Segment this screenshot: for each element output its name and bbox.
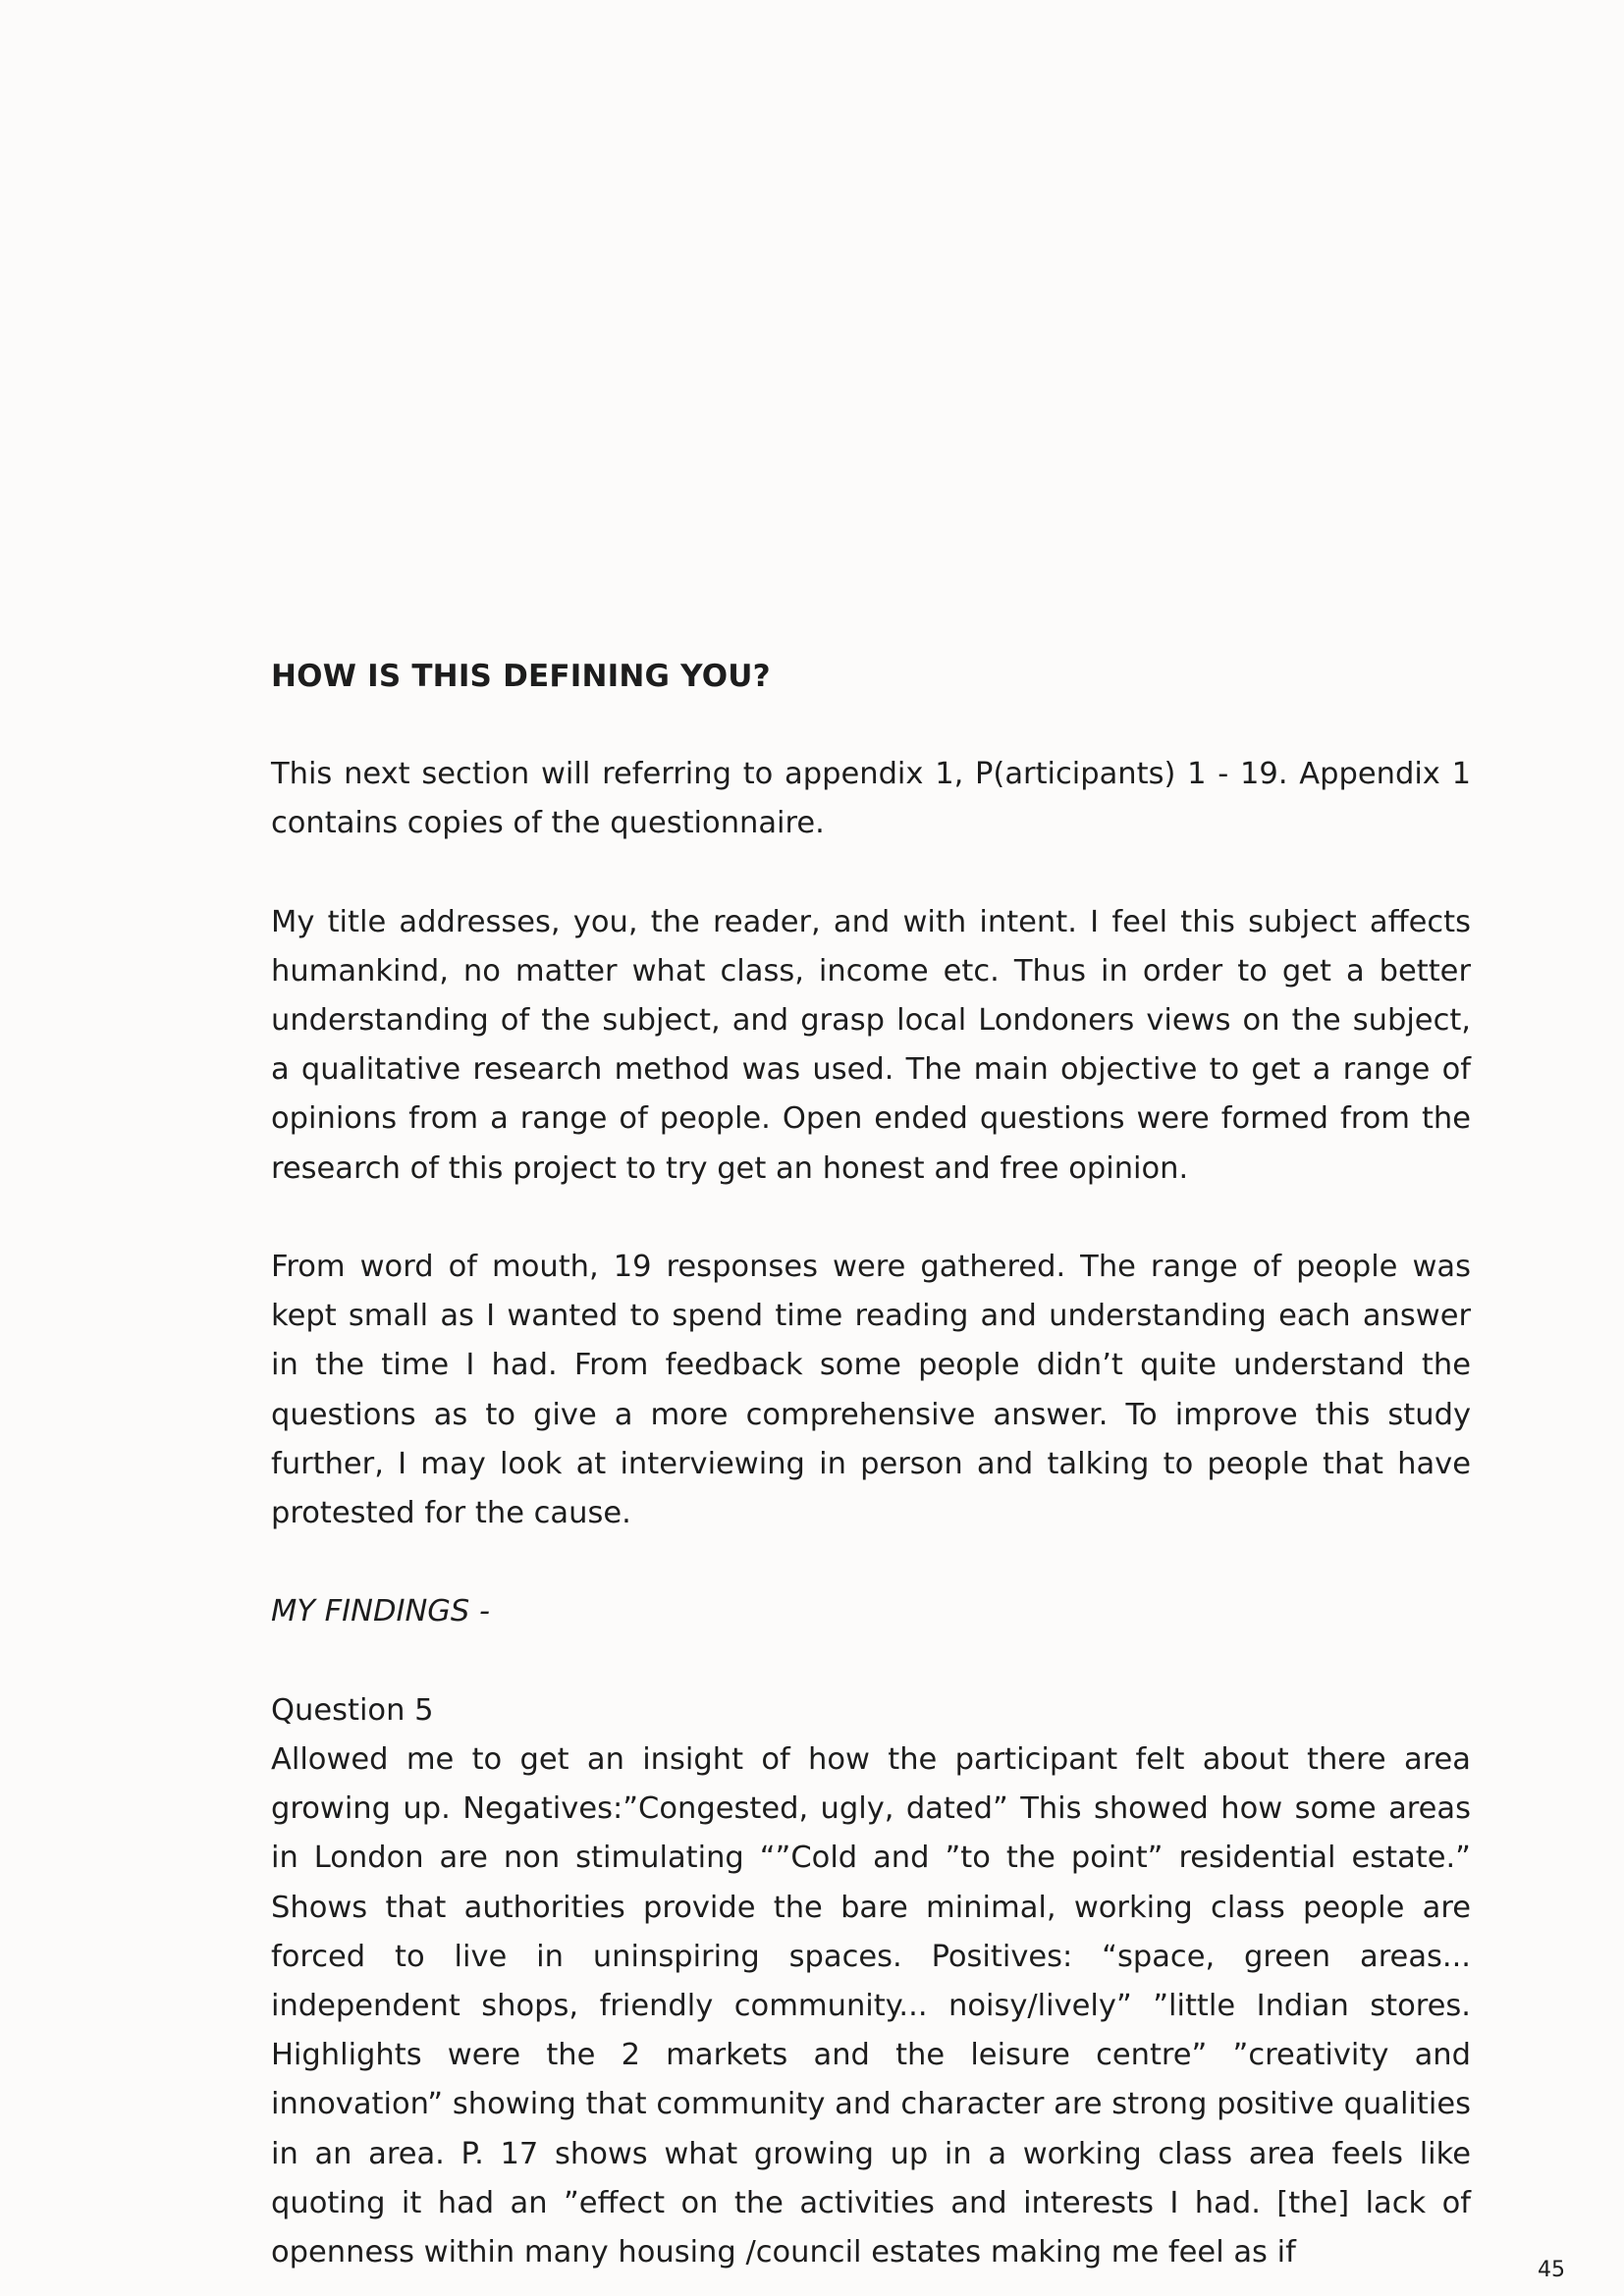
title-paragraph: My title addresses, you, the reader, and with intent. I feel this subject affects humankind, no matter what class, income etc. Thus in order to get a better understanding of the subject, and grasp local Londoners views on the subject, a qualitative research method was used. The main objective to get a range of opinions from a range of people. Open ended questions were formed from the research of this project to try get an honest and free opinion. [271,904,1471,1186]
page-number: 45 [1538,2258,1565,2282]
intro-paragraph: This next section will referring to appendix 1, P(articipants) 1 - 19. Appendix 1 contains copies of the questionnaire. [271,757,1471,841]
question-body: Allowed me to get an insight of how the participant felt about there area growing up. Negatives:”Congested, ugly, dated” This showed how some areas in London are non stimulating “”Cold and ”to the point” residential estate.” Shows that authorities provide the bare minimal, working class people are forced to live in uninspiring spaces. Positives: “space, green areas... independent shops, friendly community... noisy/lively” ”little Indian stores. Highlights were the 2 markets and the leisure centre” ”creativity and innovation” showing that community and character are strong positive qualities in an area. P. 17 shows what growing up in a working class area feels like quoting it had an ”effect on the activities and interests I had. [the] lack of openness within many housing /council estates making me feel as if [271,1742,1471,2270]
document-body [271,652,1471,2277]
question-label: Question 5 [271,1692,434,1728]
responses-paragraph: From word of mouth, 19 responses were gathered. The range of people was kept small as I wanted to spend time reading and understanding each answer in the time I had. From feedback some people didn’t quite understand the questions as to give a more comprehensive answer. To improve this study further, I may look at interviewing in person and talking to people that have protested for the cause. [271,1250,1471,1531]
findings-label: MY FINDINGS - [271,1594,490,1629]
section-heading: HOW IS THIS DEFINING YOU? [271,659,771,694]
